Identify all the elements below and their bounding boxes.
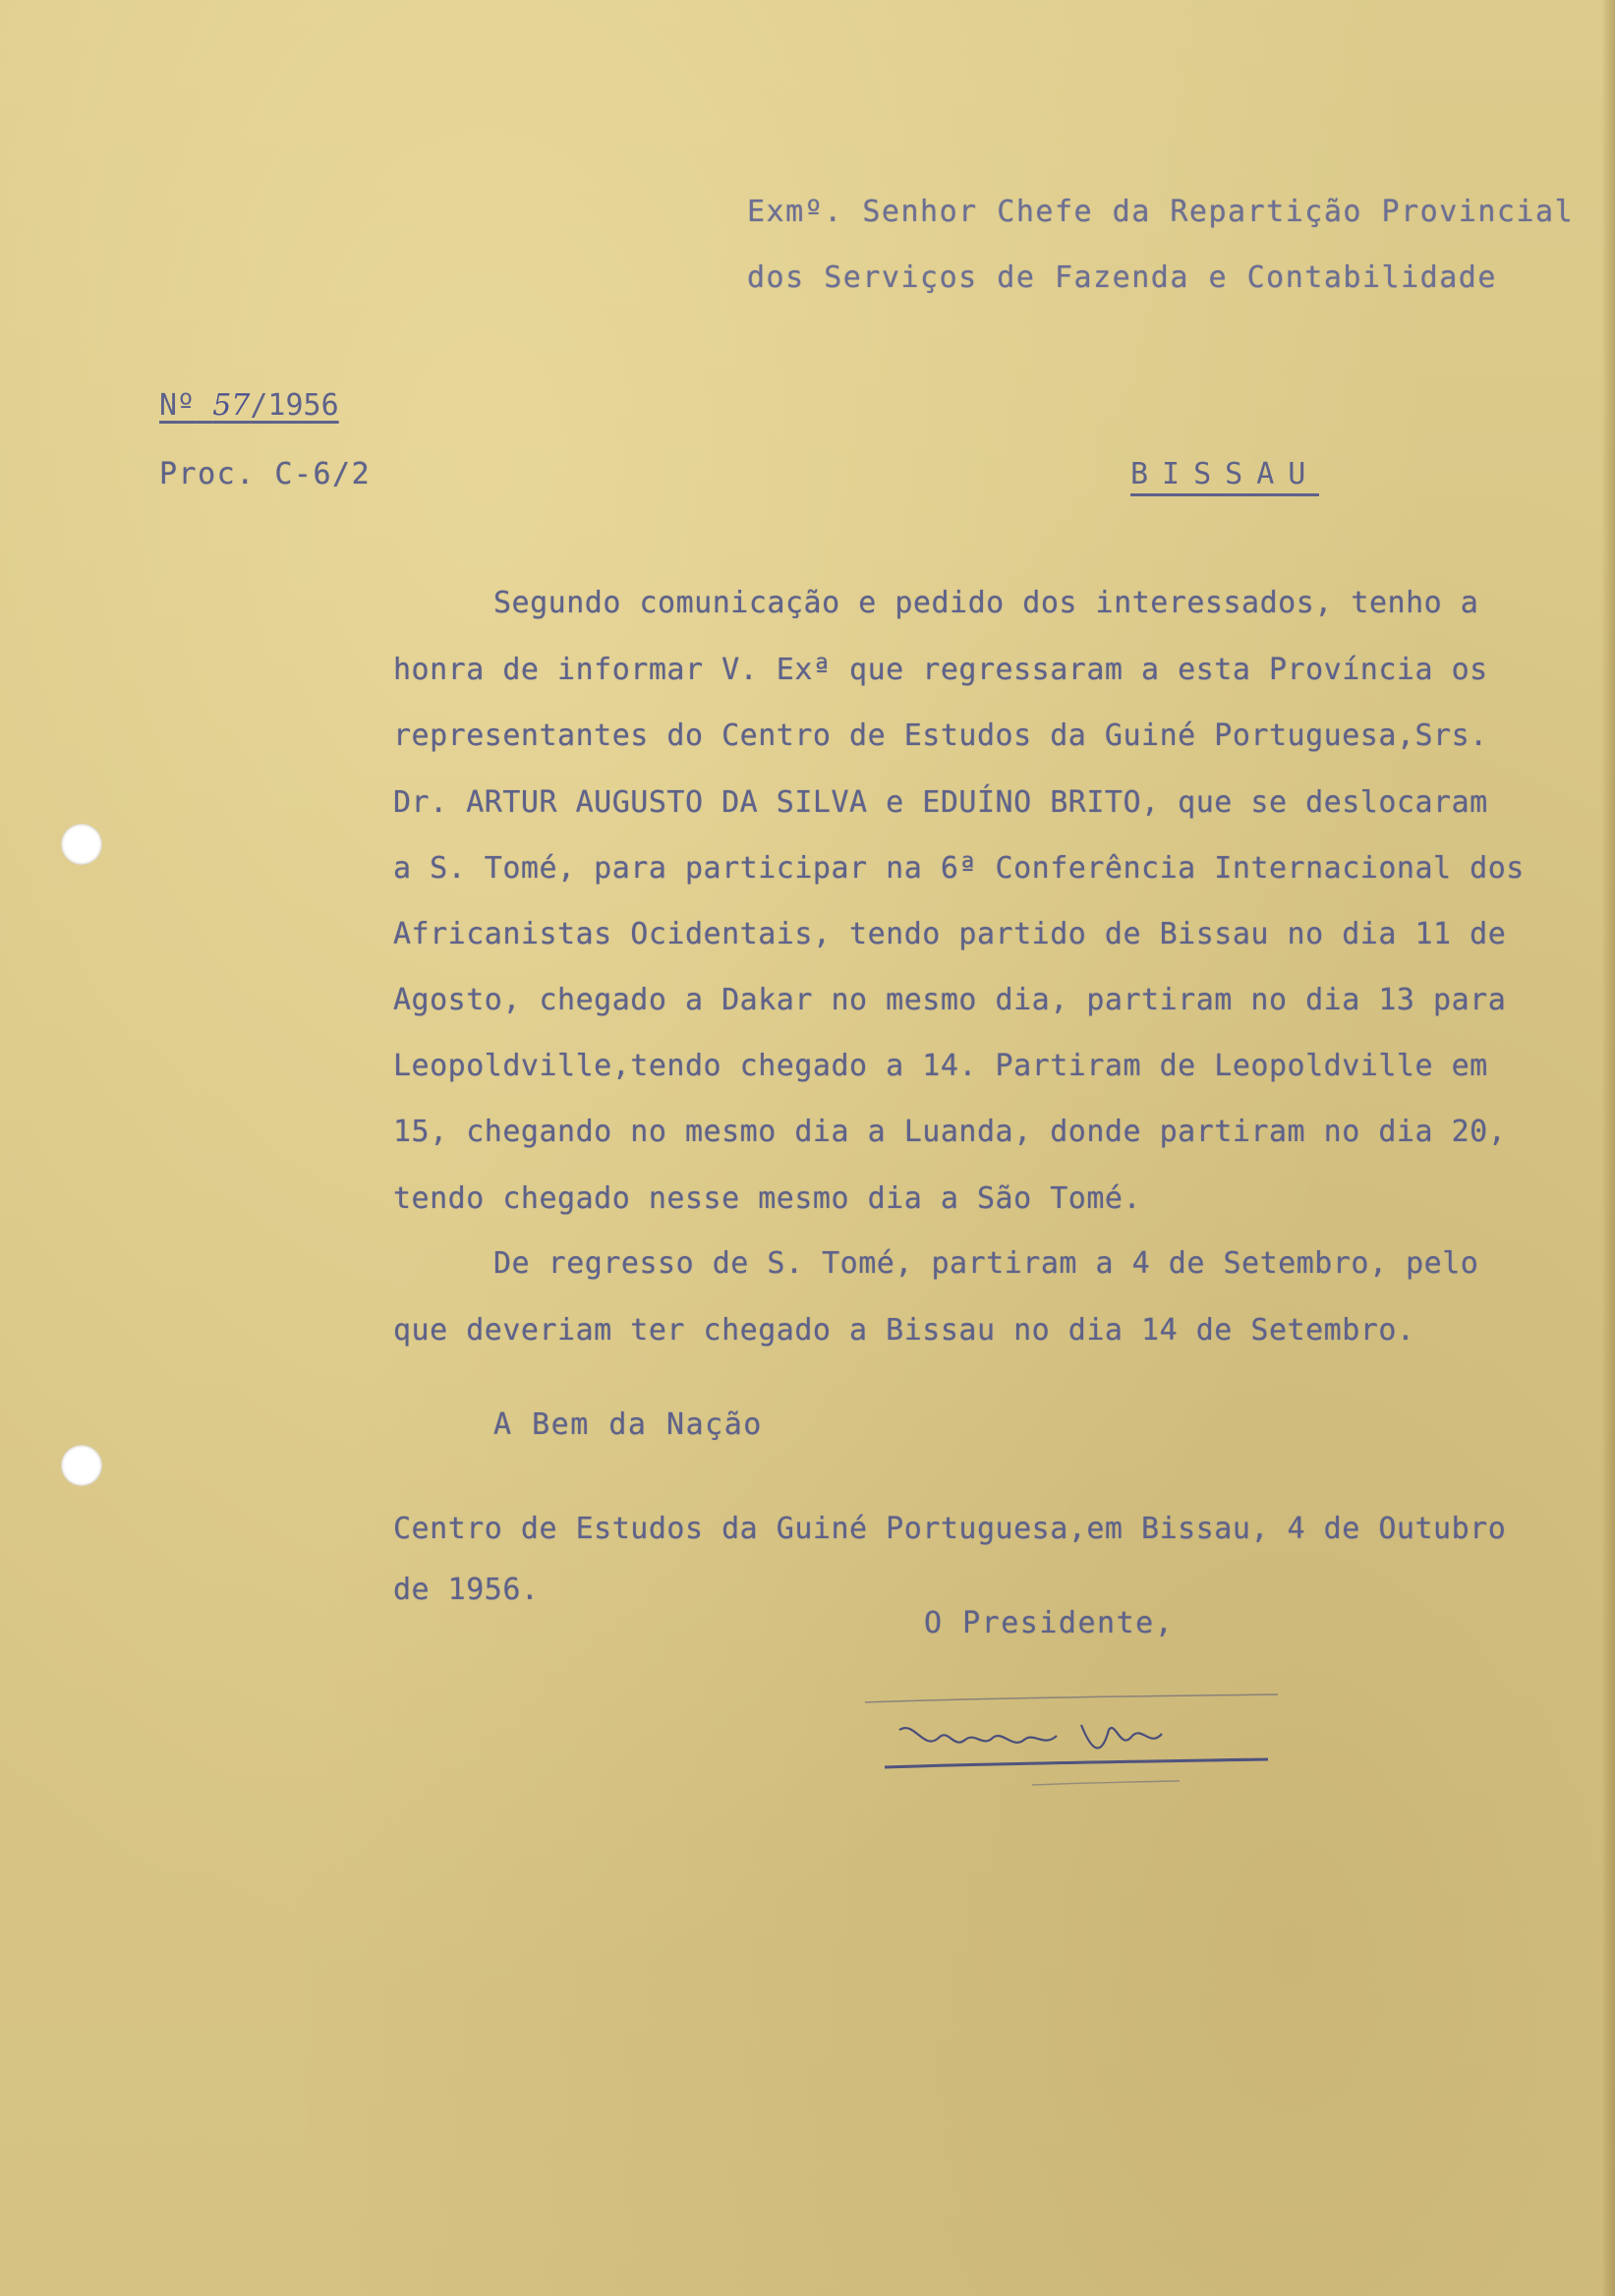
punch-hole-bottom	[61, 1445, 102, 1486]
signature-drawing	[855, 1691, 1288, 1828]
paragraph-line: que deveriam ter chegado a Bissau no dia 14 de Setembro.	[393, 1313, 1415, 1348]
handwritten-signature	[855, 1691, 1288, 1828]
signatory-title: O Presidente,	[924, 1606, 1175, 1640]
reference-number-year: /1956	[250, 388, 339, 423]
paragraph-line: a S. Tomé, para participar na 6ª Conferência Internacional dos	[393, 851, 1525, 886]
paragraph-line: 15, chegando no mesmo dia a Luanda, donde partiram no dia 20,	[393, 1115, 1507, 1149]
place-date-line-1: Centro de Estudos da Guiné Portuguesa,em Bissau, 4 de Outubro	[393, 1512, 1507, 1546]
recipient-line-1: Exmº. Senhor Chefe da Repartição Provincial	[747, 195, 1575, 229]
paragraph-line: honra de informar V. Exª que regressaram a esta Província os	[393, 653, 1488, 687]
recipient-line-2: dos Serviços de Fazenda e Contabilidade	[747, 260, 1497, 295]
punch-hole-top	[61, 824, 102, 865]
paragraph-line: De regresso de S. Tomé, partiram a 4 de Setembro, pelo	[493, 1246, 1479, 1281]
paragraph-line: Leopoldville,tendo chegado a 14. Partiram de Leopoldville em	[393, 1049, 1488, 1083]
place-date-line-2: de 1956.	[393, 1573, 540, 1607]
paragraph-line: tendo chegado nesse mesmo dia a São Tomé.	[393, 1181, 1142, 1216]
paragraph-line: representantes do Centro de Estudos da Guiné Portuguesa,Srs.	[393, 718, 1488, 753]
paragraph-line: Agosto, chegado a Dakar no mesmo dia, partiram no dia 13 para	[393, 983, 1507, 1017]
process-reference: Proc. C-6/2	[159, 457, 372, 491]
paragraph-line: Segundo comunicação e pedido dos interessados, tenho a	[493, 586, 1479, 620]
paragraph-line: Dr. ARTUR AUGUSTO DA SILVA e EDUÍNO BRITO, que se deslocaram	[393, 785, 1488, 820]
paper-edge-shadow	[1601, 0, 1615, 2296]
destination-city: BISSAU	[1130, 457, 1319, 496]
reference-number-handwritten: 57	[212, 388, 251, 423]
reference-number-prefix: Nº	[159, 388, 196, 423]
paragraph-line: Africanistas Ocidentais, tendo partido de Bissau no dia 11 de	[393, 917, 1507, 951]
closing-salutation: A Bem da Nação	[493, 1407, 763, 1442]
reference-number	[159, 388, 339, 423]
